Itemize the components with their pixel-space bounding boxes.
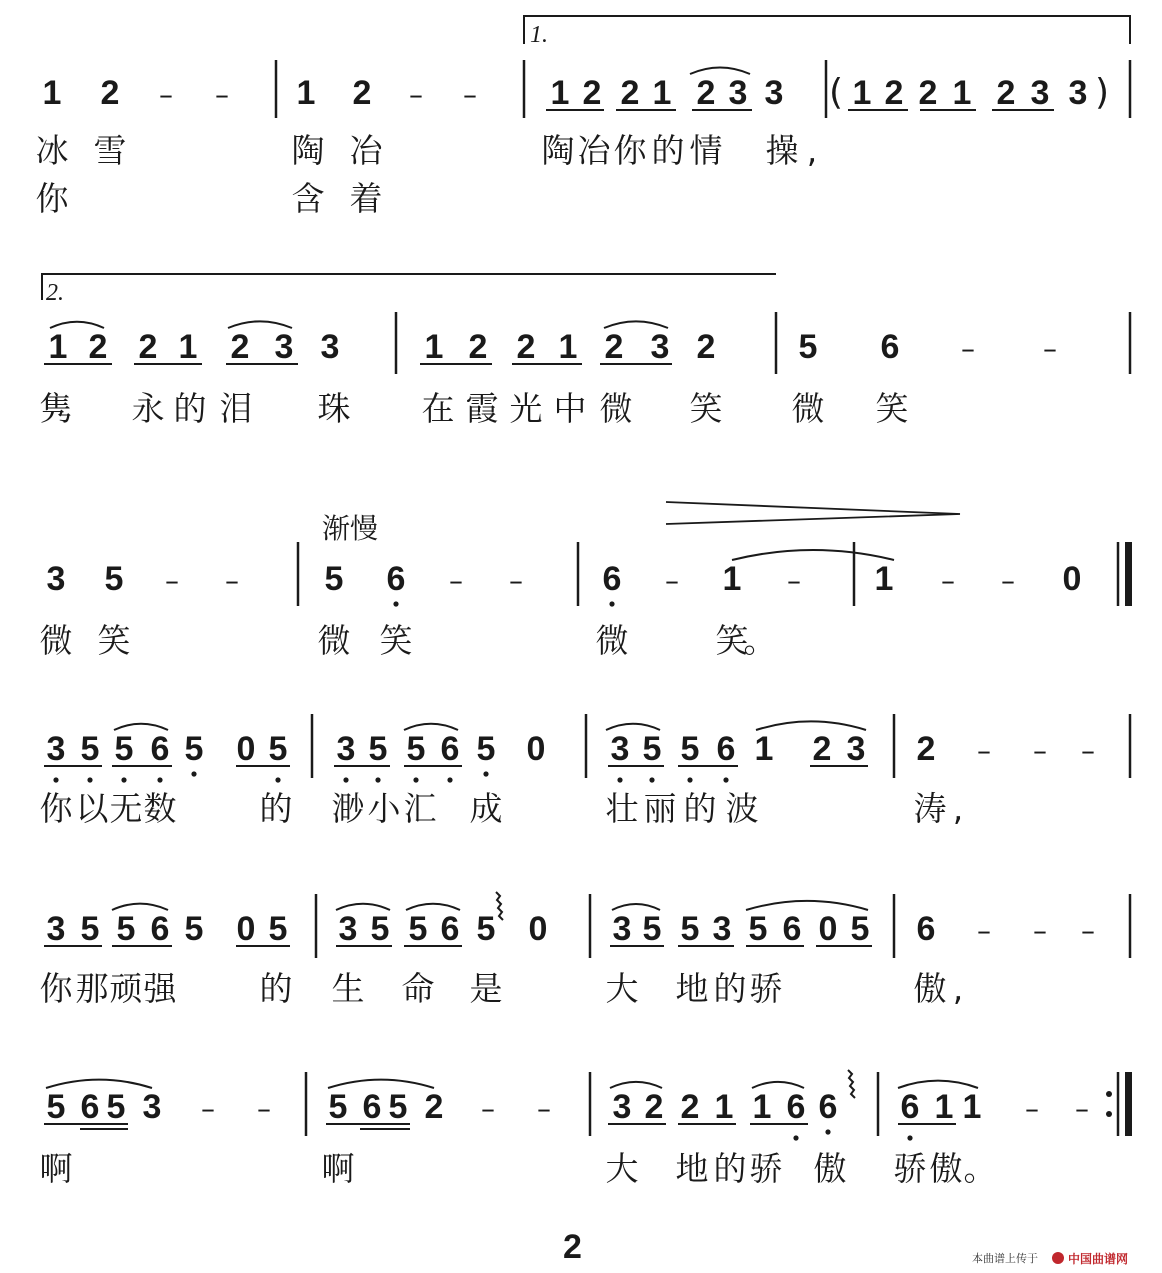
lyric-char: 陶 [541, 131, 575, 170]
note: 2 [230, 328, 250, 366]
dash-mark: – [215, 78, 229, 111]
lyric-char: 操 [765, 131, 799, 170]
octave-dot [87, 777, 92, 782]
note: 2 [696, 74, 716, 112]
note: 3 [338, 910, 358, 948]
note: 5 [368, 730, 388, 768]
lyric-char: 渺 [331, 789, 365, 828]
octave-dot [157, 777, 162, 782]
lyric-char: 那 [75, 969, 109, 1008]
note: 5 [680, 910, 700, 948]
note: 3 [712, 910, 732, 948]
note: 1 [42, 74, 62, 112]
lyric-char: 永 [131, 389, 165, 428]
lyric-char: 泪 [219, 389, 253, 428]
note: 5 [104, 560, 124, 598]
slur-mark [228, 321, 292, 328]
note: 2 [604, 328, 624, 366]
slur-mark [328, 1080, 434, 1088]
dash-mark: – [1033, 914, 1047, 947]
note: 5 [80, 910, 100, 948]
note: 0 [526, 730, 546, 768]
volta-2-bracket [42, 274, 776, 300]
note: 2 [812, 730, 832, 768]
note: 5 [116, 910, 136, 948]
volta-1-label: 1. [530, 22, 548, 48]
dash-mark: – [463, 78, 477, 111]
note: 3 [274, 328, 294, 366]
octave-dot [825, 1129, 830, 1134]
lyric-char: 成 [469, 789, 503, 828]
lyric-char: 涛 [913, 789, 947, 828]
lyrics-layer [36, 131, 997, 1188]
dash-mark: – [201, 1092, 215, 1125]
note: 5 [642, 910, 662, 948]
repeat-dot [1106, 1091, 1112, 1097]
note: 1 [934, 1088, 954, 1126]
lyric-char: 壮 [605, 789, 639, 828]
lyric-char: 微 [317, 621, 351, 660]
lyric-char: 你 [35, 179, 69, 218]
octave-dot [275, 777, 280, 782]
note: 0 [528, 910, 548, 948]
note: 2 [582, 74, 602, 112]
note: 3 [46, 560, 66, 598]
lyric-char: 强 [143, 969, 177, 1008]
dash-mark: – [1081, 734, 1095, 767]
note: 1 [874, 560, 894, 598]
lyric-char: 情 [689, 131, 723, 170]
lyric-char: 的 [173, 389, 207, 428]
note: 3 [142, 1088, 162, 1126]
note: 5 [80, 730, 100, 768]
lyric-char: , [806, 131, 818, 170]
note: 0 [236, 910, 256, 948]
lyric-char: 你 [39, 969, 73, 1008]
lyric-char: 冰 [35, 131, 69, 170]
note: 6 [386, 560, 406, 598]
volta-1-bracket [524, 16, 1130, 44]
lyric-char: 啊 [321, 1149, 355, 1188]
lyric-char: 。 [963, 1149, 997, 1188]
lyric-char: 无 [109, 789, 143, 828]
dash-mark: – [165, 564, 179, 597]
note: 5 [748, 910, 768, 948]
note: 2 [696, 328, 716, 366]
note: 3 [336, 730, 356, 768]
note: 1 [952, 74, 972, 112]
note: 2 [918, 74, 938, 112]
octave-dot [343, 777, 348, 782]
note: 6 [362, 1088, 382, 1126]
note: 6 [818, 1088, 838, 1126]
lyric-char: , [952, 969, 964, 1008]
lyric-char: 微 [39, 621, 73, 660]
slur-mark [604, 321, 668, 328]
dash-mark: – [977, 734, 991, 767]
octave-dot [375, 777, 380, 782]
note: 2 [516, 328, 536, 366]
notation-marks-layer [39, 16, 1132, 1141]
repeat-barline-thick [1125, 1072, 1132, 1136]
dash-mark: – [1001, 564, 1015, 597]
octave-dot [483, 771, 488, 776]
dash-mark: – [257, 1092, 271, 1125]
dash-mark: – [1075, 1092, 1089, 1125]
lyric-char: 骄 [893, 1149, 927, 1188]
dash-mark: – [941, 564, 955, 597]
octave-dot [609, 601, 614, 606]
note: 6 [440, 910, 460, 948]
lyric-char: 。 [743, 621, 777, 660]
lyric-char: 中 [553, 389, 587, 428]
lyric-char: 大 [605, 1149, 639, 1188]
note: 6 [916, 910, 936, 948]
note: 2 [996, 74, 1016, 112]
note: 1 [852, 74, 872, 112]
note: 5 [268, 910, 288, 948]
note: 1 [558, 328, 578, 366]
note: 3 [320, 328, 340, 366]
lyric-char: 生 [331, 969, 365, 1008]
octave-dot [121, 777, 126, 782]
note: 0 [1062, 560, 1082, 598]
note: 5 [406, 730, 426, 768]
octave-dot [907, 1135, 912, 1140]
lyric-char: 骄 [749, 969, 783, 1008]
slur-mark [756, 721, 866, 730]
note: 3 [650, 328, 670, 366]
note: 1 [652, 74, 672, 112]
octave-dot [393, 601, 398, 606]
note: 5 [850, 910, 870, 948]
dash-mark: – [665, 564, 679, 597]
note: 5 [680, 730, 700, 768]
glissando-mark [496, 892, 503, 920]
note: 3 [46, 910, 66, 948]
volta-2-label: 2. [46, 280, 64, 306]
dash-mark: – [409, 78, 423, 111]
note: 3 [610, 730, 630, 768]
repeat-dot [1106, 1111, 1112, 1117]
lyric-char: 珠 [317, 389, 351, 428]
note: 1 [550, 74, 570, 112]
note: 2 [352, 74, 372, 112]
lyric-char: 傲 [929, 1149, 963, 1188]
lyric-char: 笑 [97, 621, 131, 660]
lyric-char: 地 [675, 1149, 709, 1188]
lyric-char: 着 [349, 179, 383, 218]
note: 5 [46, 1088, 66, 1126]
lyric-char: 的 [259, 969, 293, 1008]
lyric-char: 的 [259, 789, 293, 828]
lyric-char: 微 [599, 389, 633, 428]
note: 3 [46, 730, 66, 768]
octave-dot [687, 777, 692, 782]
lyric-char: 你 [39, 789, 73, 828]
note: 6 [440, 730, 460, 768]
note: 3 [1030, 74, 1050, 112]
note: 5 [324, 560, 344, 598]
note: 2 [100, 74, 120, 112]
lyric-char: 骄 [749, 1149, 783, 1188]
lyric-char: 大 [605, 969, 639, 1008]
note: 0 [818, 910, 838, 948]
octave-dot [649, 777, 654, 782]
lyric-char: 笑 [689, 389, 723, 428]
lyric-char: 笑 [715, 621, 749, 660]
dash-mark: – [481, 1092, 495, 1125]
lyric-char: 微 [595, 621, 629, 660]
note: 3 [612, 910, 632, 948]
note: 5 [268, 730, 288, 768]
note: 6 [900, 1088, 920, 1126]
notes-layer [43, 72, 1109, 1126]
note: 6 [602, 560, 622, 598]
page-number: 2 [563, 1228, 582, 1266]
note: 1 [296, 74, 316, 112]
note: 5 [106, 1088, 126, 1126]
slur-mark [732, 550, 894, 560]
octave-dot [723, 777, 728, 782]
final-barline-thick [1125, 542, 1132, 606]
octave-dot [191, 771, 196, 776]
note: 6 [716, 730, 736, 768]
note: 2 [138, 328, 158, 366]
note: 5 [114, 730, 134, 768]
lyric-char: 含 [291, 179, 325, 218]
note: 3 [728, 74, 748, 112]
octave-dot [447, 777, 452, 782]
lyric-char: 的 [651, 131, 685, 170]
note: 5 [328, 1088, 348, 1126]
octave-dot [53, 777, 58, 782]
note: 2 [88, 328, 108, 366]
dash-mark: – [159, 78, 173, 111]
note: 3 [1068, 74, 1088, 112]
dash-mark: – [537, 1092, 551, 1125]
lyric-char: 雪 [93, 131, 127, 170]
note: 2 [680, 1088, 700, 1126]
note: 1 [48, 328, 68, 366]
slur-mark [46, 1080, 152, 1088]
note: 3 [612, 1088, 632, 1126]
lyric-char: 陶 [291, 131, 325, 170]
note: 1 [722, 560, 742, 598]
lyric-char: 是 [469, 969, 503, 1008]
note: 2 [424, 1088, 444, 1126]
note: 6 [782, 910, 802, 948]
dash-mark: – [1025, 1092, 1039, 1125]
lyric-char: , [952, 789, 964, 828]
note: 1 [424, 328, 444, 366]
footer-upload-text: 本曲谱上传于 [972, 1252, 1038, 1265]
lyric-char: 光 [509, 389, 543, 428]
note: 6 [786, 1088, 806, 1126]
note: 2 [916, 730, 936, 768]
lyric-char: 波 [725, 789, 759, 828]
lyric-char: 的 [713, 1149, 747, 1188]
note: 5 [388, 1088, 408, 1126]
lyric-char: 的 [683, 789, 717, 828]
lyric-char: 笑 [875, 389, 909, 428]
note: 6 [150, 730, 170, 768]
dash-mark: – [449, 564, 463, 597]
note: 1 [962, 1088, 982, 1126]
note: 6 [80, 1088, 100, 1126]
lyric-char: 在 [421, 389, 455, 428]
note: 2 [468, 328, 488, 366]
note: 2 [884, 74, 904, 112]
lyric-char: 以 [75, 789, 109, 828]
note: 5 [476, 730, 496, 768]
lyric-char: 小 [367, 789, 401, 828]
lyric-char: 冶 [349, 131, 383, 170]
lyric-char: 地 [675, 969, 709, 1008]
lyric-char: 顽 [109, 969, 143, 1008]
note: 3 [764, 74, 784, 112]
note: 2 [644, 1088, 664, 1126]
lyric-char: 傲 [913, 969, 947, 1008]
note: 5 [408, 910, 428, 948]
lyric-char: 数 [143, 789, 177, 828]
dash-mark: – [1043, 332, 1057, 365]
note: 0 [236, 730, 256, 768]
dash-mark: – [509, 564, 523, 597]
lyric-char: 的 [713, 969, 747, 1008]
paren-mark: ( [828, 72, 844, 113]
lyric-char: 微 [791, 389, 825, 428]
note: 2 [620, 74, 640, 112]
lyric-char: 命 [401, 969, 435, 1008]
note: 1 [178, 328, 198, 366]
slur-mark [898, 1081, 978, 1088]
dash-mark: – [225, 564, 239, 597]
note: 3 [846, 730, 866, 768]
note: 1 [714, 1088, 734, 1126]
note: 5 [184, 730, 204, 768]
lyric-char: 笑 [379, 621, 413, 660]
octave-dot [793, 1135, 798, 1140]
lyric-char: 汇 [403, 789, 437, 828]
dash-mark: – [961, 332, 975, 365]
octave-dot [617, 777, 622, 782]
dash-mark: – [1081, 914, 1095, 947]
note: 1 [752, 1088, 772, 1126]
lyric-char: 啊 [39, 1149, 73, 1188]
note: 5 [798, 328, 818, 366]
note: 5 [370, 910, 390, 948]
lyric-char: 冶 [577, 131, 611, 170]
note: 5 [476, 910, 496, 948]
dash-mark: – [977, 914, 991, 947]
site-logo-icon [1052, 1251, 1128, 1266]
note: 1 [754, 730, 774, 768]
note: 5 [642, 730, 662, 768]
svg-text:中国曲谱网: 中国曲谱网 [1068, 1252, 1129, 1266]
decrescendo-hairpin [666, 502, 960, 524]
paren-mark: ) [1094, 72, 1110, 113]
lyric-char: 丽 [643, 789, 677, 828]
tempo-marking: 渐慢 [322, 512, 379, 545]
note: 6 [880, 328, 900, 366]
dash-mark: – [1033, 734, 1047, 767]
octave-dot [413, 777, 418, 782]
lyric-char: 隽 [39, 389, 73, 428]
note: 5 [184, 910, 204, 948]
slur-mark [746, 901, 868, 910]
note: 6 [150, 910, 170, 948]
glissando-mark [848, 1070, 855, 1098]
lyric-char: 霞 [465, 389, 499, 428]
lyric-char: 傲 [813, 1149, 847, 1188]
dash-mark: – [787, 564, 801, 597]
lyric-char: 你 [613, 131, 647, 170]
